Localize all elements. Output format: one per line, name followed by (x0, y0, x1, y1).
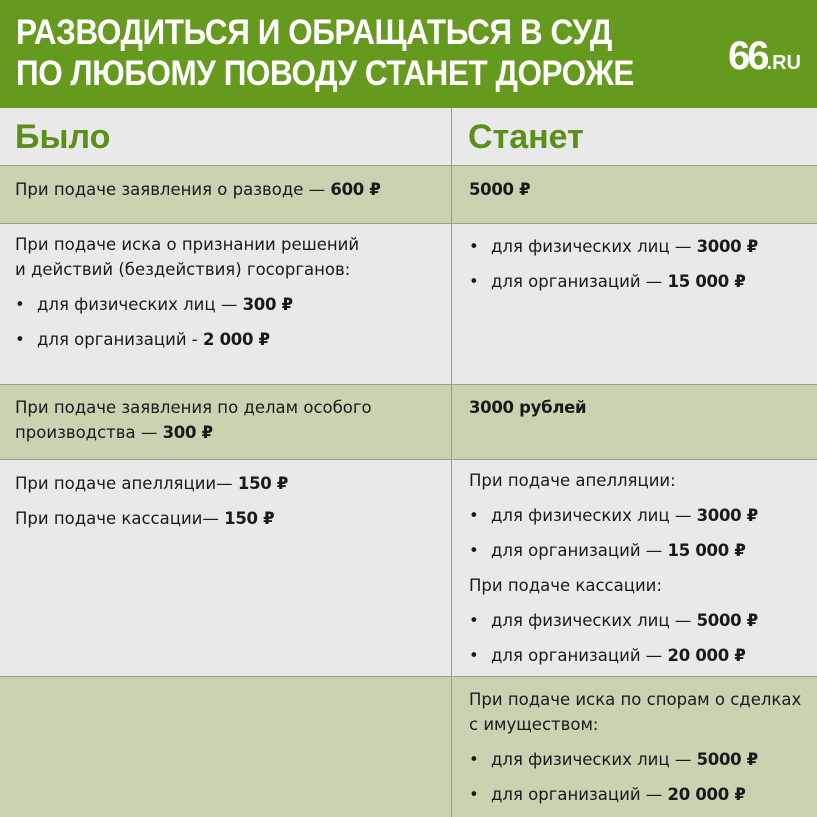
cell-before (15, 232, 440, 352)
row-text: При подаче апелляции— (15, 474, 238, 493)
row-text: При подаче иска о признании решений (15, 235, 360, 254)
list-item (15, 327, 440, 352)
logo-domain: .RU (766, 52, 801, 74)
bullet-text: для физических лиц — (491, 506, 697, 525)
row-divider (0, 165, 817, 166)
bullet-text: для организаций — (491, 646, 668, 665)
list-item (469, 782, 809, 807)
bullet-text: для физических лиц — (491, 237, 697, 256)
fee-value: 300 ₽ (242, 295, 293, 314)
list-item (469, 234, 809, 259)
row-divider (0, 459, 817, 460)
row-text: производства — (15, 423, 163, 442)
list-item (15, 292, 440, 317)
bullet-text: для организаций - (37, 330, 203, 349)
row-divider (0, 223, 817, 224)
fee-value: 600 ₽ (330, 180, 381, 199)
fee-value: 3000 ₽ (696, 506, 758, 525)
logo-number: 66 (728, 34, 767, 78)
fee-value: 5000 ₽ (696, 750, 758, 769)
column-header-after: Станет (452, 108, 817, 165)
bullet-text: для организаций — (491, 272, 668, 291)
row-divider (0, 384, 817, 385)
fee-value: 2 000 ₽ (203, 330, 270, 349)
row-divider (0, 676, 817, 677)
header-banner (0, 0, 817, 108)
fee-value: 150 ₽ (237, 474, 289, 493)
table-row (0, 460, 817, 676)
fee-value: 5000 ₽ (696, 611, 758, 630)
cell-after (469, 234, 809, 294)
list-item (469, 608, 809, 633)
row-text: При подаче иска по спорам о сделках (469, 690, 802, 709)
cell-after (469, 468, 809, 668)
fee-value: 150 ₽ (224, 509, 275, 528)
fee-value: 5000 ₽ (469, 180, 531, 199)
fee-value: 300 ₽ (162, 423, 213, 442)
fee-value: 20 000 ₽ (667, 646, 746, 665)
fee-value: 3000 рублей (469, 398, 587, 417)
cell-after (469, 177, 809, 202)
list-item (469, 538, 809, 563)
table-row (0, 224, 817, 384)
site-logo (728, 34, 801, 79)
row-text: и действий (бездействия) госорганов: (15, 260, 351, 279)
cell-after (469, 687, 809, 807)
bullet-text: для организаций — (491, 541, 668, 560)
cell-before (15, 471, 440, 531)
fee-value: 15 000 ₽ (667, 272, 746, 291)
fee-value: 3000 ₽ (696, 237, 758, 256)
row-text: При подаче заявления по делам особого (15, 398, 372, 417)
cell-before (15, 395, 440, 445)
bullet-text: для физических лиц — (491, 611, 697, 630)
column-divider (451, 108, 452, 817)
row-text: При подаче кассации: (469, 576, 662, 595)
row-text: При подаче заявления о разводе — (15, 180, 331, 199)
fee-value: 20 000 ₽ (667, 785, 746, 804)
list-item (469, 747, 809, 772)
column-header-before: Было (0, 108, 451, 165)
row-text: При подаче апелляции: (469, 471, 676, 490)
table-row (0, 385, 817, 459)
table-row (0, 677, 817, 817)
table-row (0, 166, 817, 223)
row-text: При подаче кассации— (15, 509, 225, 528)
list-item (469, 269, 809, 294)
fee-value: 15 000 ₽ (667, 541, 746, 560)
list-item (469, 643, 809, 668)
row-text: с имуществом: (469, 715, 599, 734)
title-line-2: ПО ЛЮБОМУ ПОВОДУ СТАНЕТ ДОРОЖЕ (16, 54, 634, 93)
cell-before (15, 177, 440, 202)
bullet-text: для физических лиц — (37, 295, 243, 314)
bullet-text: для физических лиц — (491, 750, 697, 769)
bullet-text: для организаций — (491, 785, 668, 804)
list-item (469, 503, 809, 528)
page-title (16, 12, 634, 94)
title-line-1: РАЗВОДИТЬСЯ И ОБРАЩАТЬСЯ В СУД (16, 13, 612, 52)
cell-after (469, 395, 809, 420)
